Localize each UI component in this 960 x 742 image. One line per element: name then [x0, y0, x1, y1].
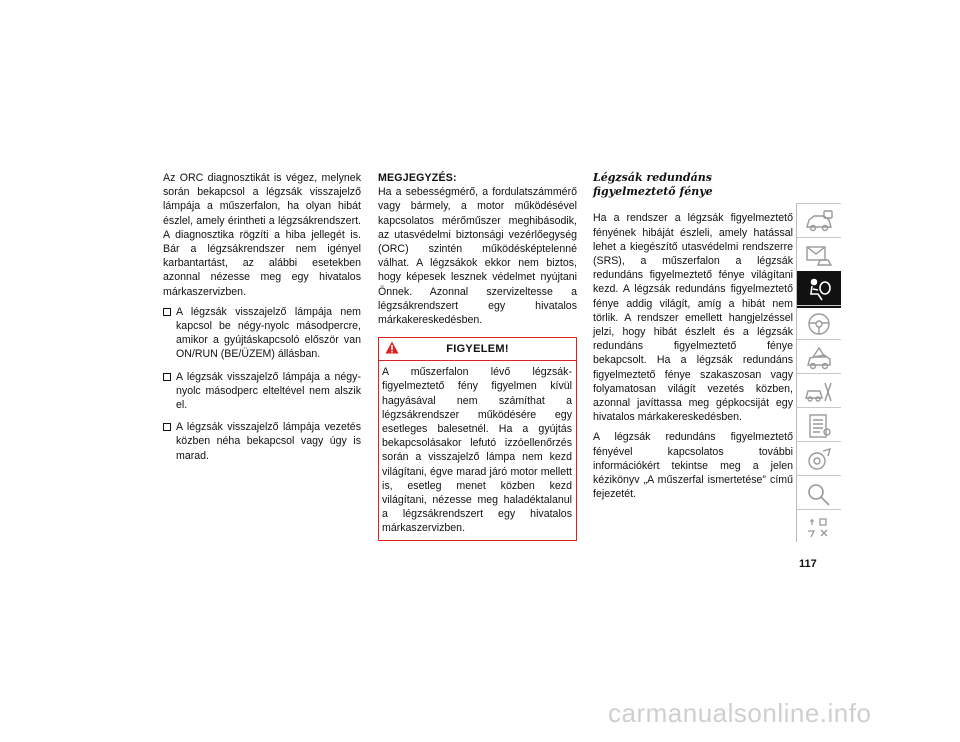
tab-maintenance-list[interactable] — [797, 407, 841, 444]
tab-car-info[interactable] — [797, 203, 841, 240]
settings-dial-icon — [804, 447, 834, 473]
tab-envelope-car[interactable] — [797, 237, 841, 274]
tab-search[interactable] — [797, 475, 841, 512]
airbag-seat-icon — [804, 277, 834, 303]
list-item: A légzsák visszajelző lámpája vezetés közben néha bekapcsol vagy úgy is marad. — [163, 420, 361, 463]
magnifier-icon — [804, 481, 834, 507]
checkbox-bullet-icon — [163, 423, 171, 431]
checkbox-bullet-icon — [163, 373, 171, 381]
section-paragraph-2: A légzsák redundáns figyelmeztető fényével kapcsolatos további információkért tekintse meg a jelen kézikönyv „A műszerfal ismertetése” című fejezetét. — [593, 431, 793, 501]
car-tools-icon — [804, 379, 834, 405]
maintenance-list-icon — [804, 413, 834, 439]
car-info-icon — [804, 209, 834, 235]
text-column-3 — [593, 171, 793, 507]
text-column-2 — [378, 171, 577, 541]
section-paragraph-1: Ha a rendszer a légzsák figyelmeztető fényének hibáját észleli, amely hatással lehet a kiegészítő utasvédelmi rendszerre (SRS), a műszerfalon a légzsák redundáns figyelmeztető fénye világítani kezd. A légzsák redundáns figyelmeztető fénye addig világít, amíg a hibát nem törlik. A rendszer emellett hangjelzéssel jelzi, hogy hibát észlelt és a légzsák redundáns figyelmeztető fénye bekapcsolt. Ha a légzsák redundáns figyelmeztető fénye szakaszosan vagy folyamatosan világít vezetés közben, azonnal javíttassa meg gépkocsiját egy hivatalos márkakereskedésben. — [593, 212, 793, 424]
car-warning-icon — [804, 345, 834, 371]
tab-car-tools[interactable] — [797, 373, 841, 410]
warning-box — [378, 337, 577, 540]
tab-airbag-seat[interactable] — [797, 271, 841, 308]
envelope-car-icon — [804, 243, 834, 269]
warning-heading: FIGYELEM! — [446, 343, 509, 356]
note-heading: MEGJEGYZÉS: — [378, 172, 457, 184]
note-paragraph: Ha a sebességmérő, a fordulatszámmérő vagy bármely, a motor működésével kapcsolatos mérőműszer meghibásodik, az utasvédelmi biztonsági vezérlőegység (ORC) szintén működésképtelenné válhat. A légzsákok ekkor nem biztos, hogy képesek lesznek védelmet nyújtani Önnek. Azonnal szervizeltesse a légzsákrendszert egy hivatalos márkakereskedésben. — [378, 186, 577, 327]
section-title: Légzsák redundáns figyelmeztető fénye — [593, 171, 713, 199]
warning-triangle-icon — [385, 341, 399, 354]
list-item: A légzsák visszajelző lámpája nem kapcsol be négy-nyolc másodpercre, amikor a gyújtáskapcsoló először van ON/RUN (BE/ÜZEM) állásban. — [163, 305, 361, 362]
steering-wheel-icon — [804, 311, 834, 337]
intro-paragraph: Az ORC diagnosztikát is végez, melynek során bekapcsol a légzsák visszajelző lámpája a műszerfalon, ha olyan hibát észlel, amely érintheti a légzsákrendszert. A diagnosztika rögzíti a hiba jellegét is. Bár a légzsákrendszer nem igényel karbantartást, az alábbi esetekben azonnal nézesse meg egy hivatalos márkaszervizben. — [163, 172, 361, 298]
multilanguage-icon — [804, 515, 834, 541]
chapter-tab-sidebar — [796, 203, 841, 542]
warning-text: A műszerfalon lévő légzsák-figyelmeztető fény figyelmen kívül hagyásával nem számíthat a légzsákrendszer működésére egy esetleges balesetnél. Ha a gyújtás bekapcsolásakor lefutó izzóellenőrzés során a visszajelző lámpa nem kezd világítani, égve marad járó motor mellett is, esetleg menet közben kezd világítani, nézesse meg haladéktalanul a légzsákrendszert egy hivatalos márkaszervizben. — [382, 366, 572, 535]
tab-multilanguage[interactable] — [797, 509, 841, 546]
tab-settings-dial[interactable] — [797, 441, 841, 478]
tab-car-warning[interactable] — [797, 339, 841, 376]
tab-steering-wheel[interactable] — [797, 305, 841, 342]
text-column-1 — [163, 171, 361, 471]
checkbox-bullet-icon — [163, 308, 171, 316]
watermark: carmanualsonline.info — [608, 698, 872, 728]
page-number: 117 — [799, 558, 817, 570]
warning-header — [379, 338, 576, 361]
list-item: A légzsák visszajelző lámpája a négy-nyolc másodperc elteltével nem alszik el. — [163, 370, 361, 413]
